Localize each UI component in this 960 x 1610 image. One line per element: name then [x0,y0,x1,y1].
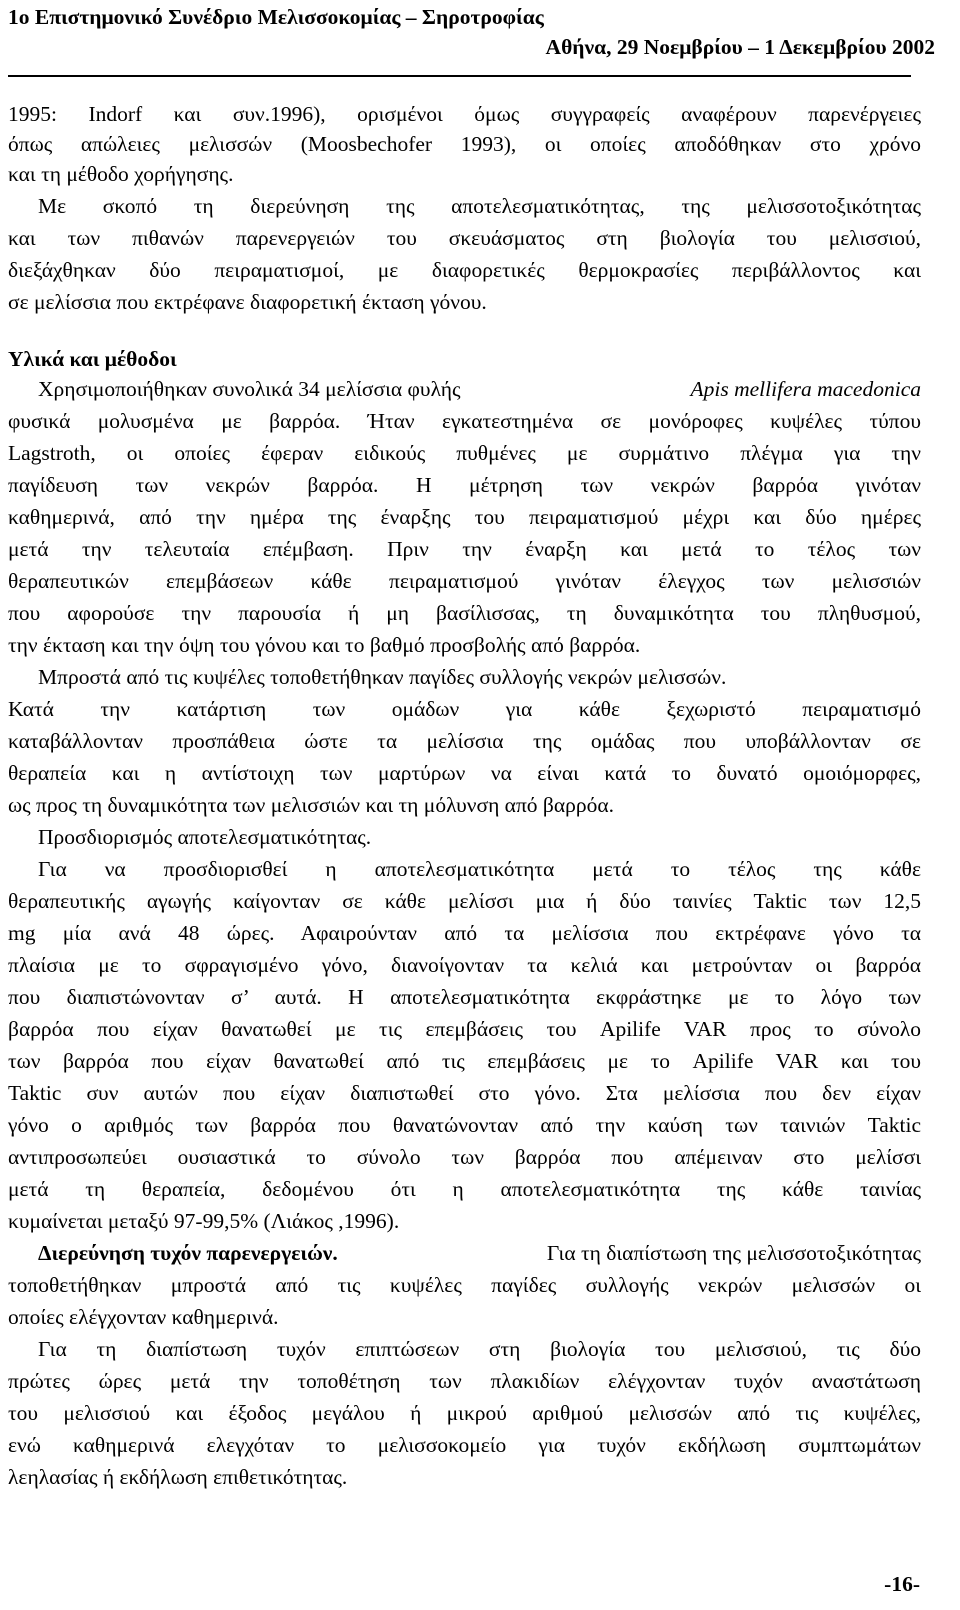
text-line: Με σκοπό τη διερεύνηση της αποτελεσματικότητας, της μελισσοτοξικότητας [38,194,921,218]
text-line: Για τη διαπίστωση τυχόν επιπτώσεων στη βιολογία του μελισσιού, τις δύο [38,1337,921,1361]
subheading-side-effects: Διερεύνηση τυχόν παρενεργειών. [38,1241,338,1265]
text-line: θεραπεία και η αντίστοιχη των μαρτύρων να είναι κατά το δυνατό ομοιόμορφες, [8,761,921,785]
text-line: καθημερινά, από την ημέρα της έναρξης του πειραματισμού μέχρι και δύο ημέρες [8,505,921,529]
text-line: Taktic συν αυτών που είχαν διαπιστωθεί στο γόνο. Στα μελίσσια που δεν είχαν [8,1081,921,1105]
conference-dates: Αθήνα, 29 Νοεμβρίου – 1 Δεκεμβρίου 2002 [545,35,935,59]
section-heading-materials-methods: Υλικά και μέθοδοι [8,347,177,371]
text-line: των βαρρόα που είχαν θανατωθεί από τις επεμβάσεις με το Apilife VAR και του [8,1049,921,1073]
text-span: Χρησιμοποιήθηκαν συνολικά 34 μελίσσια φυλής [38,377,461,401]
text-line: διεξάχθηκαν δύο πειραματισμοί, με διαφορετικές θερμοκρασίες περιβάλλοντος και [8,258,921,282]
text-line: αντιπροσωπεύει ουσιαστικά το σύνολο των βαρρόα που απέμειναν στο μελίσσι [8,1145,921,1169]
text-line: πλαίσια με το σφραγισμένο γόνο, διανοίγονταν τα κελιά και μετρούνταν οι βαρρόα [8,953,921,977]
text-line: Για να προσδιορισθεί η αποτελεσματικότητα μετά το τέλος της κάθε [38,857,921,881]
text-line [38,1241,921,1266]
text-line: 1995: Indorf και συν.1996), ορισμένοι όμως συγγραφείς αναφέρουν παρενέργειες [8,102,921,126]
text-line: φυσικά μολυσμένα με βαρρόα. Ήταν εγκατεστημένα σε μονόροφες κυψέλες τύπου [8,409,921,433]
text-line: λεηλασίας ή εκδήλωση επιθετικότητας. [8,1465,348,1489]
conference-title: 1ο Επιστημονικό Συνέδριο Μελισσοκομίας – Σηροτροφίας [8,5,544,29]
text-line: που διαπιστώνονταν σ’ αυτά. Η αποτελεσματικότητα εκφράστηκε με το λόγο των [8,985,921,1009]
text-line: τοποθετήθηκαν μπροστά από τις κυψέλες παγίδες συλλογής νεκρών μελισσών οι [8,1273,921,1297]
text-line: Κατά την κατάρτιση των ομάδων για κάθε ξεχωριστό πειραματισμό [8,697,921,721]
text-line: βαρρόα που είχαν θανατωθεί με τις επεμβάσεις του Apilife VAR προς το σύνολο [8,1017,921,1041]
text-line: όπως απώλειες μελισσών (Moosbechofer 1993), οι οποίες αποδόθηκαν στο χρόνο [8,132,921,156]
text-line [38,377,921,402]
text-line: ενώ καθημερινά ελεγχόταν το μελισσοκομείο για τυχόν εκδήλωση συμπτωμάτων [8,1433,921,1457]
text-span: Για τη διαπίστωση της μελισσοτοξικότητας [546,1241,921,1265]
text-line: και τη μέθοδο χορήγησης. [8,162,234,186]
text-line: οποίες ελέγχονταν καθημερινά. [8,1305,279,1329]
header-divider [8,75,911,77]
text-line: κυμαίνεται μεταξύ 97-99,5% (Λιάκος ,1996). [8,1209,400,1233]
text-line: παγίδευση των νεκρών βαρρόα. Η μέτρηση των νεκρών βαρρόα γινόταν [8,473,921,497]
text-line: την έκταση και την όψη του γόνου και το βαθμό προσβολής από βαρρόα. [8,633,641,657]
text-line: πρώτες ώρες μετά την τοποθέτηση των πλακιδίων ελέγχονταν τυχόν αναστάτωση [8,1369,921,1393]
text-line: και των πιθανών παρενεργειών του σκευάσματος στη βιολογία του μελισσιού, [8,226,921,250]
text-line: Lagstroth, οι οποίες έφεραν ειδικούς πυθμένες με συρμάτινο πλέγμα για την [8,441,921,465]
text-line: του μελισσιού και έξοδος μεγάλου ή μικρού αριθμού μελισσών από τις κυψέλες, [8,1401,921,1425]
species-name: Apis mellifera macedonica [690,377,921,401]
text-line: θεραπευτικής αγωγής καίγονταν σε κάθε μελίσσι μια ή δύο ταινίες Taktic των 12,5 [8,889,921,913]
subheading-efficacy: Προσδιορισμός αποτελεσματικότητας. [38,825,372,849]
text-line: μετά τη θεραπεία, δεδομένου ότι η αποτελεσματικότητα της κάθε ταινίας [8,1177,921,1201]
text-line: ως προς τη δυναμικότητα των μελισσιών και τη μόλυνση από βαρρόα. [8,793,614,817]
text-line: γόνο ο αριθμός των βαρρόα που θανατώνονταν από την καύση των ταινιών Taktic [8,1113,921,1137]
text-line: σε μελίσσια που εκτρέφανε διαφορετική έκταση γόνου. [8,290,487,314]
text-line: που αφορούσε την παρουσία ή μη βασίλισσας, τη δυναμικότητα του πληθυσμού, [8,601,921,625]
text-line: μετά την τελευταία επέμβαση. Πριν την έναρξη και μετά το τέλος των [8,537,921,561]
text-line: καταβάλλονταν προσπάθεια ώστε τα μελίσσια της ομάδας που υποβάλλονταν σε [8,729,921,753]
text-line: mg μία ανά 48 ώρες. Αφαιρούνταν από τα μελίσσια που εκτρέφανε γόνο τα [8,921,921,945]
page-number: -16- [884,1572,920,1596]
text-line: Μπροστά από τις κυψέλες τοποθετήθηκαν παγίδες συλλογής νεκρών μελισσών. [38,665,727,689]
text-line: θεραπευτικών επεμβάσεων κάθε πειραματισμού γινόταν έλεγχος των μελισσιών [8,569,921,593]
